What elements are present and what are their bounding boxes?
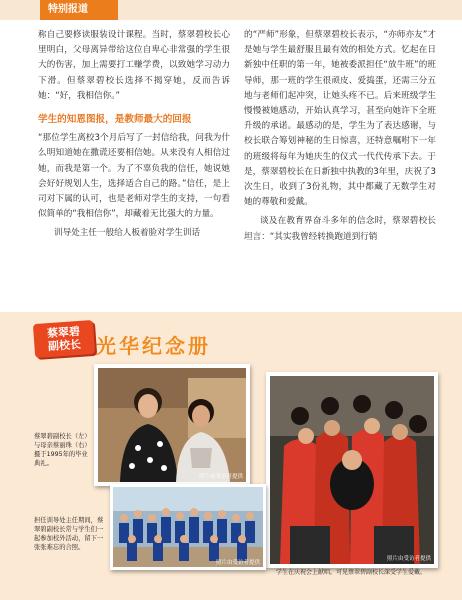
photo-mother-daughter <box>94 364 250 486</box>
album-label-line: 蔡翠碧 <box>46 324 81 341</box>
header-bar <box>0 0 462 20</box>
photo-credit: 照片由受访者提供 <box>215 560 260 566</box>
article-paragraph: 谈及在教育界奋斗多年的信念时，蔡翠碧校长坦言：“其实我曾经转换跑道到行销 <box>244 216 436 242</box>
photo-caption: 蔡翠碧副校长（左）与母亲蔡丽珠（右）摄于1995年的毕业典礼。 <box>34 433 88 467</box>
photo-students-celebration-image <box>270 376 434 564</box>
photo-credit: 照片由受访者提供 <box>198 474 243 480</box>
article-column-left <box>38 28 230 246</box>
article-subheading: 学生的知恩图报，是教师最大的回报 <box>38 114 192 126</box>
article-paragraph: 训导处主任一般给人板着脸对学生训话 <box>54 228 201 239</box>
album-title <box>96 330 211 359</box>
photo-group-outing <box>110 484 266 570</box>
article-column-right <box>244 28 436 249</box>
photo-credit: 照片由受访者提供 <box>386 556 431 562</box>
photo-group-outing-image <box>113 487 263 567</box>
article-paragraph: 的“严师”形象，但蔡翠碧校长表示，“亦师亦友”才是她与学生最舒服且最有效的相处方式。忆起在日新独中任职的第一年，她被委派担任“放牛班”的班导师，那一班的学生很顽皮、爱捣蛋，还需三分五地与老师们起冲突，让她头疼不已。后来班级学生慢慢被她感动，开始认真学习，甚至向她许下全班升级的承诺。最感动的是，学生为了表达感谢，与校长联合筹划神秘的生日惊喜，还特意嘱咐下一年的班级将每年为她庆生的仪式一代代传承下去。于是，蔡翠碧校长在日新独中执教的3年里，庆祝了3次生日，收到了3份礼物，其中都藏了无数学生对她的尊敬和爱戴。 <box>244 30 436 208</box>
article-paragraph: 称自己要修读服装设计课程。当时，蔡翠碧校长心里明白，父母离异带给这位自卑心非常强的学生很大的伤害，加上需要打工赚学费，以致她学习动力下滑。但蔡翠碧校长选择不揭穿她，反而告诉她：“好，我相信你。” <box>38 30 230 101</box>
photo-caption: 担任训导处主任期间，蔡翠碧副校长常与学生们一起参加校外活动，留下一张张难忘的合照。 <box>34 517 104 551</box>
album-label <box>33 320 95 358</box>
photo-mother-daughter-image <box>98 368 246 482</box>
photo-caption: 学生在庆祝会上献唱，可见蔡翠碧副校长深受学生爱戴。 <box>276 569 427 576</box>
section-tag: 特别报道 <box>40 0 118 20</box>
article-paragraph: “那位学生离校3个月后写了一封信给我，问我为什么明知道她在撒谎还要相信她。从来没有人相信过她，而我是第一个。为了不辜负我的信任，她说她会好好规划人生，选择适合自己的路。”信任，是上司对下属的认可，也是老师对学生的支持，一句看似简单的“我相信你”，却藏着无比强大的力量。 <box>38 133 230 220</box>
album-label-line: 副校长 <box>47 337 82 354</box>
photo-students-celebration <box>266 372 438 568</box>
album-title-text: 光华纪念册 <box>96 334 211 358</box>
